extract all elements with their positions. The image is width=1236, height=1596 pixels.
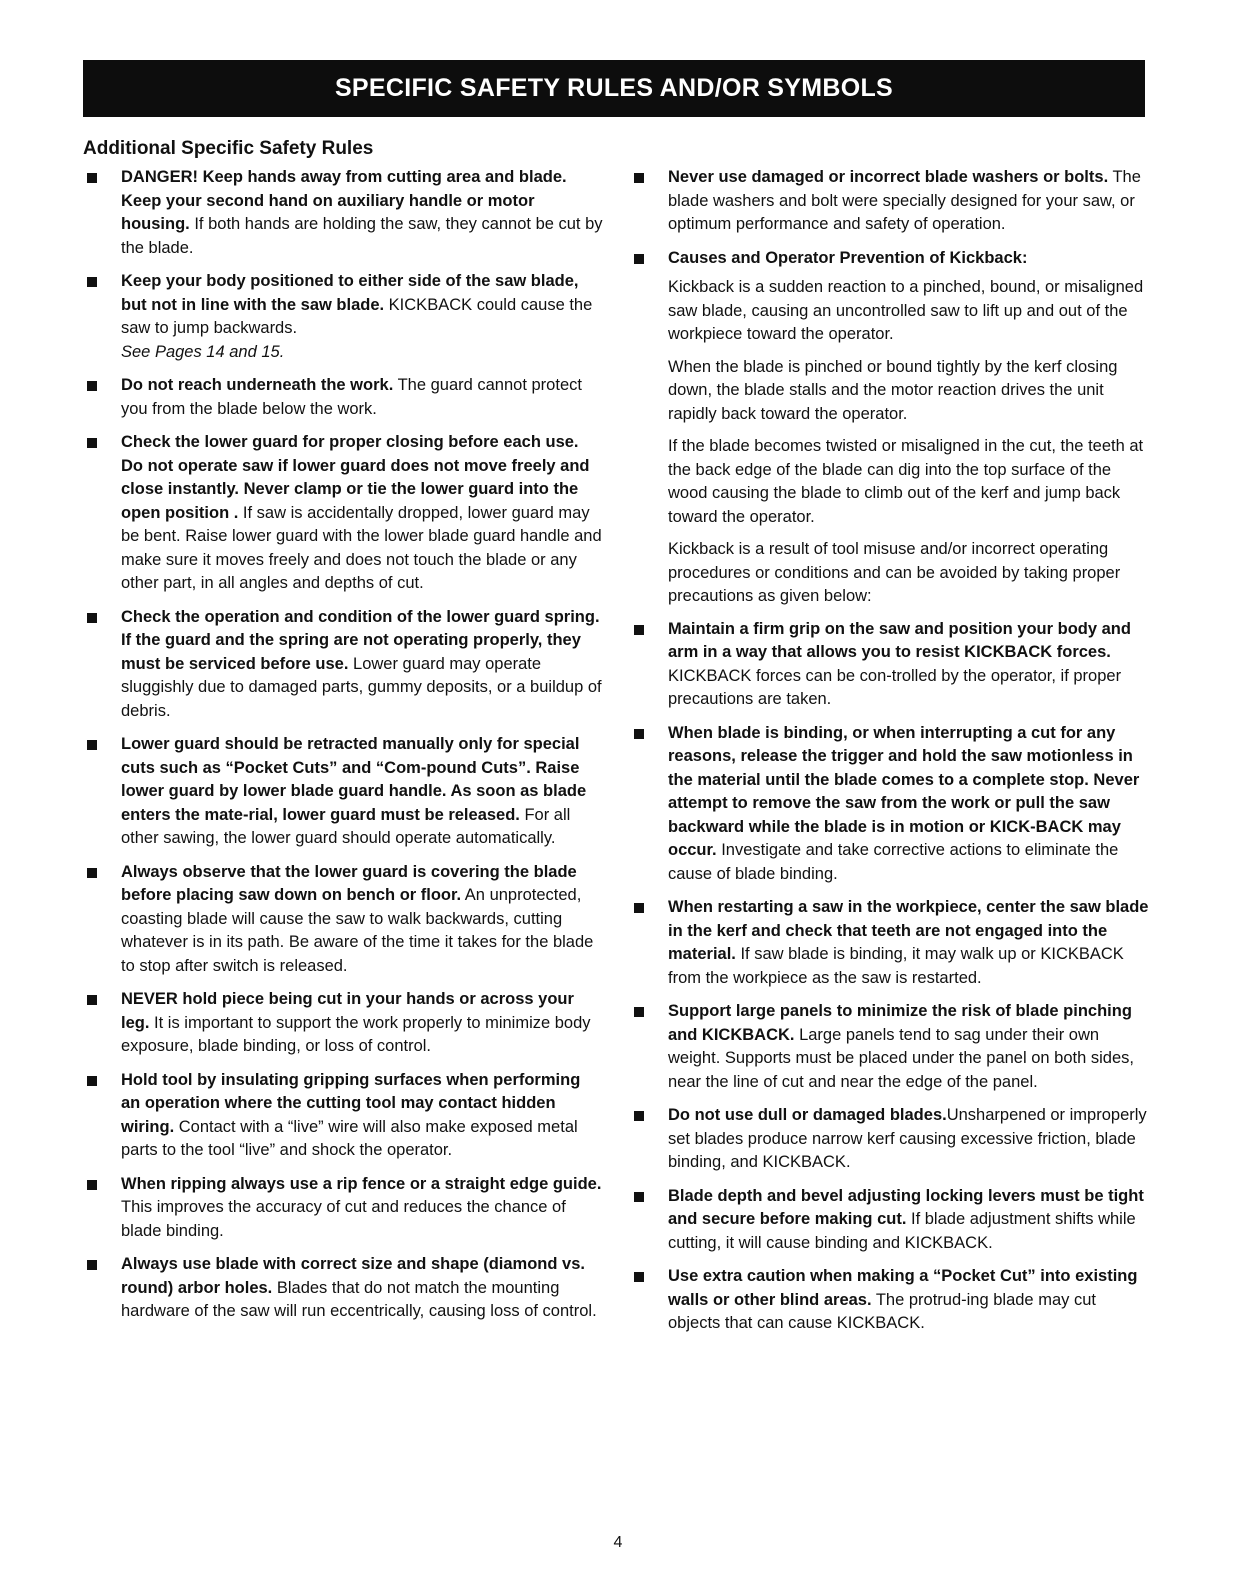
rule-item (83, 1253, 603, 1324)
square-bullet-icon (634, 1272, 644, 1282)
square-bullet-icon (634, 1192, 644, 1202)
rule-item (83, 1069, 603, 1163)
rule-bold-text: DANGER! Keep hands away from cutting area and blade. Keep your second hand on auxiliary handle or motor housing. (121, 168, 567, 233)
rule-item (630, 618, 1150, 712)
rule-item (630, 247, 1150, 271)
rule-text: Blades that do not match the mounting hardware of the saw will run eccentrically, causing loss of control. (121, 1278, 597, 1320)
rule-text: Lower guard may operate sluggishly due to damaged parts, gummy deposits, or a buildup of debris. (121, 654, 602, 720)
square-bullet-icon (87, 173, 97, 183)
rule-bold-text: When restarting a saw in the workpiece, center the saw blade in the kerf and check that teeth are not engaged into the material. (668, 898, 1149, 963)
rule-item (630, 722, 1150, 887)
rule-text: If both hands are holding the saw, they cannot be cut by the blade. (121, 215, 603, 257)
rule-text: For all other sawing, the lower guard should operate automatically. (121, 805, 571, 847)
rule-bold-text: Lower guard should be retracted manually only for special cuts such as “Pocket Cuts” and “Com-pound Cuts”. Raise lower guard by lower blade guard handle. As soon as blade enters the mate-rial, lower guard must be released. (121, 735, 587, 824)
right-column (630, 166, 1150, 1346)
rule-bold-text: Never use damaged or incorrect blade washers or bolts. (668, 168, 1109, 186)
page-title: SPECIFIC SAFETY RULES AND/OR SYMBOLS (334, 74, 894, 102)
left-column (83, 136, 603, 1334)
rule-bold-text: When blade is binding, or when interrupting a cut for any reasons, release the trigger and hold the saw motionless in the material until the blade comes to a complete stop. Never attempt to remove the saw from the work or pull the saw backward while the blade is in motion or KICK-BACK may occur. (668, 723, 1140, 859)
page-reference: See Pages 14 and 15. (121, 342, 285, 361)
rule-text: An unprotected, coasting blade will cause the saw to walk backwards, cutting whatever is in its path. Be aware of the time it takes for the blade to stop after switch is released. (121, 886, 594, 975)
rule-item (83, 1173, 603, 1244)
rule-text: The blade washers and bolt were specially designed for your saw, or optimum performance and safety of operation. (668, 168, 1141, 233)
rule-bold-text: Do not use dull or damaged blades. (668, 1106, 947, 1124)
kickback-paragraph: If the blade becomes twisted or misaligned in the cut, the teeth at the back edge of the blade can dig into the top surface of the wood causing the blade to climb out of the kerf and jump back toward the operator. (668, 437, 1144, 526)
rule-text: Contact with a “live” wire will also make exposed metal parts to the tool “live” and shock the operator. (121, 1117, 578, 1159)
rule-item (630, 1265, 1150, 1336)
rule-text: KICKBACK could cause the saw to jump backwards. (121, 295, 593, 337)
square-bullet-icon (634, 1111, 644, 1121)
kickback-paragraph: Kickback is a result of tool misuse and/or incorrect operating procedures or conditions and can be avoided by taking proper precautions as given below: (668, 540, 1121, 605)
rule-item (83, 166, 603, 260)
rule-bold-text: Always use blade with correct size and shape (diamond vs. round) arbor holes. (121, 1255, 585, 1297)
rule-text: KICKBACK forces can be con-trolled by the operator, if proper precautions are taken. (668, 666, 1122, 708)
square-bullet-icon (87, 995, 97, 1005)
rule-item (83, 431, 603, 596)
square-bullet-icon (87, 613, 97, 623)
square-bullet-icon (634, 173, 644, 183)
page-title-banner (83, 60, 1145, 117)
rule-item (83, 606, 603, 724)
square-bullet-icon (87, 740, 97, 750)
rule-bold-text: Hold tool by insulating gripping surfaces when performing an operation where the cutting tool may contact hidden wiring. (121, 1070, 581, 1136)
square-bullet-icon (634, 729, 644, 739)
square-bullet-icon (634, 903, 644, 913)
rule-bold-text: Check the operation and condition of the lower guard spring. If the guard and the spring are not operating properly, they must be serviced before use. (121, 607, 600, 673)
rule-bold-text: When ripping always use a rip fence or a straight edge guide. (121, 1174, 602, 1193)
rule-text: The guard cannot protect you from the blade below the work. (121, 376, 582, 418)
rule-text: If saw blade is binding, it may walk up or KICKBACK from the workpiece as the saw is restarted. (668, 945, 1124, 987)
square-bullet-icon (634, 625, 644, 635)
rule-item (630, 1104, 1150, 1175)
rule-bold-text: Support large panels to minimize the risk of blade pinching and KICKBACK. (668, 1002, 1132, 1044)
kickback-paragraph: When the blade is pinched or bound tightly by the kerf closing down, the blade stalls and the motor reaction drives the unit rapidly back toward the operator. (668, 357, 1118, 423)
square-bullet-icon (634, 254, 644, 264)
rule-bold-text: Use extra caution when making a “Pocket Cut” into existing walls or other blind areas. (668, 1267, 1138, 1309)
rule-item (630, 896, 1150, 990)
rule-text: The protrud-ing blade may cut objects that can cause KICKBACK. (668, 1290, 1096, 1332)
rule-item (83, 861, 603, 979)
rule-text: It is important to support the work properly to minimize body exposure, blade binding, or loss of control. (121, 1013, 591, 1055)
square-bullet-icon (87, 1260, 97, 1270)
rule-bold-text: Always observe that the lower guard is covering the blade before placing saw down on bench or floor. (121, 862, 577, 904)
square-bullet-icon (87, 277, 97, 287)
rule-item (630, 166, 1150, 237)
rule-text: If saw is accidentally dropped, lower guard may be bent. Raise lower guard with the lower blade guard handle and make sure it moves freely and does not touch the blade or any other part, in all angles and depths of cut. (121, 503, 602, 592)
square-bullet-icon (634, 1007, 644, 1017)
rule-item (83, 374, 603, 421)
rule-bold-text: Keep your body positioned to either side of the saw blade, but not in line with the saw blade. (121, 272, 579, 314)
rule-bold-text: Causes and Operator Prevention of Kickback: (668, 248, 1028, 267)
page-number: 4 (613, 1534, 623, 1551)
rule-text: Unsharpened or improperly set blades produce narrow kerf causing excessive friction, blade binding, and KICKBACK. (668, 1106, 1147, 1171)
rule-bold-text: Do not reach underneath the work. (121, 376, 394, 394)
rule-item (630, 1000, 1150, 1094)
square-bullet-icon (87, 438, 97, 448)
rule-item (83, 988, 603, 1059)
kickback-paragraph: Kickback is a sudden reaction to a pinched, bound, or misaligned saw blade, causing an uncontrolled saw to lift up and out of the workpiece toward the operator. (668, 278, 1144, 343)
square-bullet-icon (87, 1076, 97, 1086)
rule-item (630, 1185, 1150, 1256)
rule-bold-text: Blade depth and bevel adjusting locking levers must be tight and secure before making cut. (668, 1186, 1144, 1228)
rule-item (83, 733, 603, 851)
rule-bold-text: Check the lower guard for proper closing before each use. Do not operate saw if lower guard does not move freely and close instantly. Never clamp or tie the lower guard into the open position . (121, 433, 590, 522)
rule-text: Large panels tend to sag under their own weight. Supports must be placed under the panel on both sides, near the line of cut and near the edge of the panel. (668, 1025, 1134, 1091)
rule-bold-text: NEVER hold piece being cut in your hands or across your leg. (121, 990, 574, 1032)
rule-text: Investigate and take corrective actions to eliminate the cause of blade binding. (668, 841, 1119, 883)
rule-text: This improves the accuracy of cut and reduces the chance of blade binding. (121, 1198, 566, 1240)
square-bullet-icon (87, 868, 97, 878)
rule-bold-text: Maintain a firm grip on the saw and position your body and arm in a way that allows you to resist KICKBACK forces. (668, 619, 1131, 661)
rule-item (83, 270, 603, 364)
square-bullet-icon (87, 1180, 97, 1190)
section-heading: Additional Specific Safety Rules (83, 138, 374, 159)
rule-text: If blade adjustment shifts while cutting, it will cause binding and KICKBACK. (668, 1210, 1136, 1252)
square-bullet-icon (87, 381, 97, 391)
